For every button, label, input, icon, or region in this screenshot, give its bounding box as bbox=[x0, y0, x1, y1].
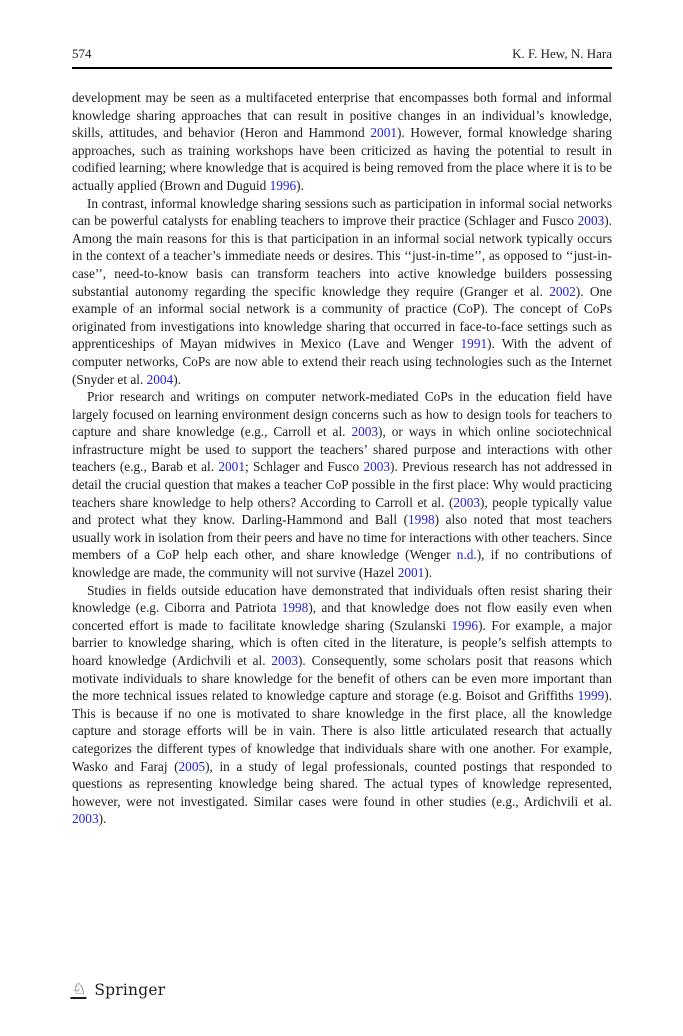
citation-link[interactable]: 2003 bbox=[351, 424, 379, 440]
body-text: ). For example, a major barrier to knowledge sharing, which is often cited in the literature, is people’s selfish attempts to hoard knowledge (Ardichvili et al. bbox=[72, 617, 612, 668]
body-text: ). One example of an informal social network is a community of practice (CoP). The concept of CoPs originated from investigations into knowledge sharing that occurred in face-to-face settings such as apprenticeships of Mayan midwives in Mexico (Lave and Wenger bbox=[72, 283, 612, 352]
citation-link[interactable]: 2003 bbox=[271, 653, 298, 668]
running-title: K. F. Hew, N. Hara bbox=[512, 46, 612, 61]
body-text: ). bbox=[173, 371, 181, 387]
body-text: Studies in fields outside education have demonstrated that individuals often resist sharing their knowledge (e.g. Ciborra and Patriota bbox=[72, 582, 612, 616]
citation-link[interactable]: 2003 bbox=[72, 811, 99, 827]
page-content bbox=[72, 0, 612, 828]
body-text: ). However, formal knowledge sharing approaches, such as training workshops have been criticized as having the potential to result in codified learning; where knowledge that is acquired is being removed from the place where it is to be actually applied (Brown and Duguid bbox=[72, 125, 612, 193]
body-text: ). bbox=[296, 177, 304, 193]
body-text: ; Schlager and Fusco bbox=[244, 459, 364, 475]
body-text: ), and that knowledge does not flow easily even when concerted effort is made to facilitate knowledge sharing (Szulanski bbox=[72, 600, 613, 633]
body-text: ), in a study of legal professionals, counted postings that responded to questions as representing knowledge being shared. The actual types of knowledge represented, however, were not investigated. Similar cases were found in other studies (e.g., Ardichvili et al. bbox=[72, 758, 613, 809]
body-text: ). This is because if no one is motivated to share knowledge in the first place, all the knowledge capture and storage efforts will be in vain. There is also little articulated research that actually categorizes the different types of knowledge that individuals share with one another. For example, Wasko and Faraj ( bbox=[72, 688, 612, 774]
citation-link[interactable]: 2003 bbox=[363, 459, 391, 475]
body-text: ), people typically value and protect what they know. Darling-Hammond and Ball ( bbox=[72, 494, 612, 528]
citation-link[interactable]: 2003 bbox=[453, 494, 480, 510]
body-text: Prior research and writings on computer network-mediated CoPs in the education field have largely focused on learning environment design concerns such as how to design tools for teachers to capture and share knowledge (e.g., Carroll et al. bbox=[72, 389, 612, 440]
body-text: ). Previous research has not addressed in detail the crucial question that makes a teacher CoP possible in the first place: Why would practicing teachers share knowledge to help others? According to Carroll et al. ( bbox=[72, 459, 613, 510]
body-text: ) also noted that most teachers usually work in isolation from their peers and have no time for interactions with other teachers. Since members of a CoP help each other, and share knowledge (Wenger bbox=[72, 512, 612, 563]
citation-link[interactable]: 2003 bbox=[577, 213, 605, 229]
body-text: ). bbox=[424, 565, 433, 581]
publisher-footer bbox=[71, 981, 165, 999]
body-text: development may be seen as a multifaceted enterprise that encompasses both formal and informal knowledge sharing approaches that can result in positive changes in an individual’s knowledge, skills, attitudes, and behavior (Heron and Hammond bbox=[72, 90, 612, 141]
citation-link[interactable]: 2002 bbox=[549, 283, 576, 299]
body-text: ). Among the main reasons for this is that participation in an informal social network typically occurs in the context of a teacher’s immediate needs or desires. This ‘‘just-in-time’’, as opposed to ‘‘just-in-case’’, need-to-know basis can transform teachers into active knowledge builders possessing substantial autonomy regarding the specific knowledge they require (Granger et al. bbox=[72, 213, 612, 299]
body-text: ), if no contributions of knowledge are made, the community will not survive (Hazel bbox=[72, 547, 612, 581]
citation-link[interactable]: 2005 bbox=[178, 758, 206, 774]
citation-link[interactable]: 1991 bbox=[460, 336, 488, 352]
header-rule bbox=[72, 67, 612, 69]
body-text: In contrast, informal knowledge sharing sessions such as participation in informal social networks can be powerful catalysts for enabling teachers to improve their practice (Schlager and Fusco bbox=[72, 195, 612, 229]
page-number: 574 bbox=[72, 46, 92, 61]
citation-link[interactable]: 2001 bbox=[370, 125, 397, 141]
citation-link[interactable]: 1998 bbox=[408, 512, 435, 528]
citation-link[interactable]: 1998 bbox=[281, 600, 309, 616]
citation-link[interactable]: 1996 bbox=[451, 617, 479, 633]
article-body bbox=[72, 89, 612, 828]
body-text: ). Consequently, some scholars posit that reasons which motivate individuals to share knowledge for the benefit of others can be even more important than the more technical issues related to knowledge capture and storage (e.g. Boisot and Griffiths bbox=[72, 653, 613, 704]
paragraph bbox=[72, 388, 612, 582]
paragraph bbox=[72, 195, 612, 389]
body-text: ), or ways in which online sociotechnical infrastructure might be used to support the teachers’ shared purpose and interactions with other teachers (e.g., Barab et al. bbox=[72, 424, 612, 475]
citation-link[interactable]: 1999 bbox=[577, 688, 605, 704]
running-head bbox=[72, 46, 612, 61]
body-text: ). bbox=[98, 811, 107, 827]
citation-link[interactable]: 2001 bbox=[397, 565, 425, 581]
publisher-label: Springer bbox=[94, 981, 166, 999]
citation-link[interactable]: 2001 bbox=[218, 459, 245, 475]
citation-link[interactable]: 2004 bbox=[146, 371, 174, 387]
paragraph bbox=[72, 89, 612, 195]
body-text: ). With the advent of computer networks, CoPs are now able to extend their reach using technologies such as the Internet (Snyder et al. bbox=[72, 336, 612, 387]
springer-knight-icon: ♘ bbox=[71, 979, 88, 998]
citation-link[interactable]: n.d. bbox=[456, 547, 477, 563]
paragraph bbox=[72, 582, 612, 828]
citation-link[interactable]: 1996 bbox=[269, 177, 297, 193]
